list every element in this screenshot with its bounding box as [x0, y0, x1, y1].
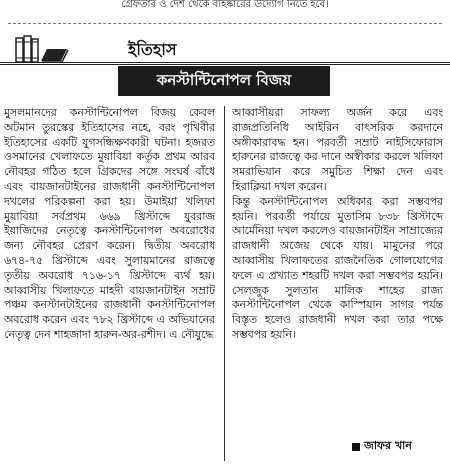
- column-divider: [224, 106, 225, 461]
- dashed-divider: [8, 23, 442, 24]
- article-column-left: [4, 106, 215, 436]
- square-bullet-icon: [352, 443, 360, 451]
- article-column-right: [232, 106, 443, 436]
- author-byline: [352, 437, 412, 456]
- article-paragraph: কিন্তু কনস্টান্টিনোপল অধিকার করা সম্ভবপর হয়নি। পরবর্তী পর্যায়ে মুতাসিম ৮৩৮ খ্রিস্টাব্দে আর্মেনিয়া দখল করলেও বায়জানটাইন সাম্রাজ্যের রাজধানী অজেয় থেকে যায়। মামুনের পরে আব্বাসীয় খিলাফতের রাজনৈতিক গোলযোগের ফলে এ প্রখ্যাত শহরটি দখল করা সম্ভবপর হয়নি। সেলজুক সুলতান মালিক শাহের রাজ্য কনস্টান্টিনোপল থেকে কাস্পিয়ান সাগর পর্যন্ত বিস্তৃত হলেও রাজধানী দখল করা তার পক্ষে সম্ভবপর হয়নি।: [232, 194, 443, 341]
- author-name: জাফর খান: [364, 439, 412, 452]
- previous-article-tail: গ্রেফতার ও দেশ থেকে বহিষ্কারের উদ্যোগ নিতে হবে।: [121, 0, 329, 10]
- section-header: [8, 33, 442, 63]
- article-paragraph: মুসলমানদের কনস্টান্টিনোপল বিজয় কেবল অটমান তুরস্কের ইতিহাসের নহে, বরং পৃথিবীর ইতিহাসের একটি যুগসন্ধিক্ষণকারী ঘটনা। হজরত ওসমানের খেলাফতে মুয়াবিয়া কর্তৃক প্রথম আরব নৌবহর গঠিত হলে গ্রিকদের সঙ্গে সংঘর্ষ বাঁধে এবং বায়জানটাইনের রাজধানী কনস্টান্টিনোপল দখলের পরিকল্পনা করা হয়। উমাইয়া খলিফা মুয়াবিয়া সর্বপ্রথম ৬৬৯ খ্রিস্টাব্দে যুবরাজ ইয়াজিদের নেতৃত্বে কনস্টান্টিনোপল অবরোধের জন্য নৌবহর প্রেরণ করেন। দ্বিতীয় অবরোধ ৬৭৪-৭৫ খ্রিস্টাব্দে এবং সুলায়মানের রাজত্বে তৃতীয় অবরোধ ৭১৬-১৭ খ্রিস্টাব্দে ব্যর্থ হয়। আব্বাসীয় খিলাফতে মাহদী বায়জানটাইন সম্রাট পঞ্চম কনস্টানটাইনের রাজধানী কনস্টান্টিনোপল অবরোধ করেন এবং ৭৮২ খ্রিস্টাব্দে এ অভিযানের নেতৃত্ব দেন শাহজাদা হারুন-অর-রশীদ। এ নৌযুদ্ধে: [4, 106, 215, 341]
- article-headline: কনস্টান্টিনোপল বিজয়: [118, 66, 330, 96]
- section-rule: [0, 62, 450, 65]
- books-icon: [14, 35, 70, 63]
- article-paragraph: আব্বাসীয়রা সাফল্য অর্জন করে এবং রাজপ্রতিনিধি আইরিন বাৎসরিক করদানে অঙ্গীকারাবদ্ধ হন। পরবর্তী সম্রাট নাইসিফোরাস হারুনের রাজত্বে কর দানে অস্বীকার করলে খলিফা সমরাভিযান করে সমুচিত শিক্ষা দেন এবং হিরাক্লিয়া দখল করেন।: [232, 106, 443, 193]
- section-title: ইতিহাস: [128, 40, 177, 59]
